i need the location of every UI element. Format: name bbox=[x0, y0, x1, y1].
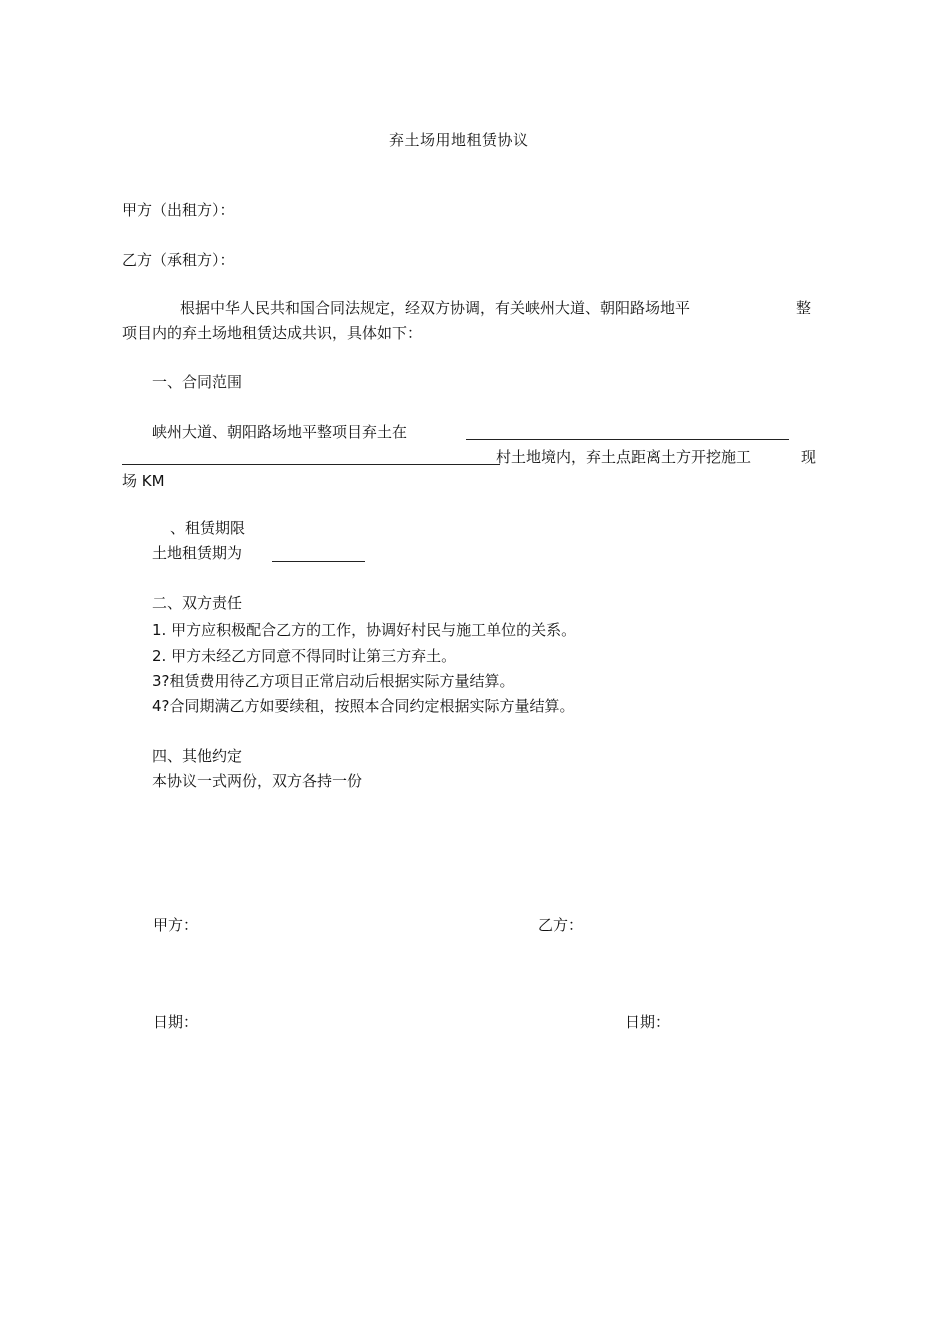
signature-date-b: 日期： bbox=[625, 1013, 671, 1031]
section-1-line-2-tail: 现 bbox=[801, 448, 817, 466]
blank-location-line-1 bbox=[466, 439, 789, 440]
intro-line-1-tail: 整 bbox=[796, 299, 812, 317]
section-4-heading: 四、其他约定 bbox=[152, 747, 243, 765]
section-4-line-1: 本协议一式两份，双方各持一份 bbox=[152, 772, 363, 790]
blank-lease-term-line bbox=[272, 561, 365, 562]
lease-term-label: 土地租赁期为 bbox=[152, 544, 243, 562]
section-1-heading: 一、合同范围 bbox=[152, 373, 243, 391]
responsibility-item: 4?合同期满乙方如要续租，按照本合同约定根据实际方量结算。 bbox=[152, 697, 575, 715]
section-3-heading: 二、双方责任 bbox=[152, 594, 243, 612]
party-b-label: 乙方（承租方）： bbox=[122, 251, 235, 269]
section-1-line-1: 峡州大道、朝阳路场地平整项目弃土在 bbox=[152, 423, 408, 441]
blank-location-line-2 bbox=[122, 464, 500, 465]
party-a-label: 甲方（出租方）： bbox=[122, 201, 235, 219]
section-1-line-2: 村土地境内，弃土点距离土方开挖施工 bbox=[496, 448, 752, 466]
signature-date-a: 日期： bbox=[153, 1013, 199, 1031]
signature-party-a: 甲方： bbox=[153, 916, 199, 934]
responsibility-item: 1. 甲方应积极配合乙方的工作，协调好村民与施工单位的关系。 bbox=[152, 621, 577, 639]
responsibility-item: 3?租赁费用待乙方项目正常启动后根据实际方量结算。 bbox=[152, 672, 515, 690]
intro-line-1: 根据中华人民共和国合同法规定，经双方协调，有关峡州大道、朝阳路场地平 bbox=[180, 299, 691, 317]
signature-party-b: 乙方： bbox=[538, 916, 584, 934]
responsibility-item: 2. 甲方未经乙方同意不得同时让第三方弃土。 bbox=[152, 647, 457, 665]
section-2-heading: 、租赁期限 bbox=[170, 519, 246, 537]
intro-line-2: 项目内的弃土场地租赁达成共识，具体如下： bbox=[122, 324, 423, 342]
document-title: 弃土场用地租赁协议 bbox=[389, 131, 529, 149]
section-1-line-3: 场 KM bbox=[122, 472, 165, 490]
